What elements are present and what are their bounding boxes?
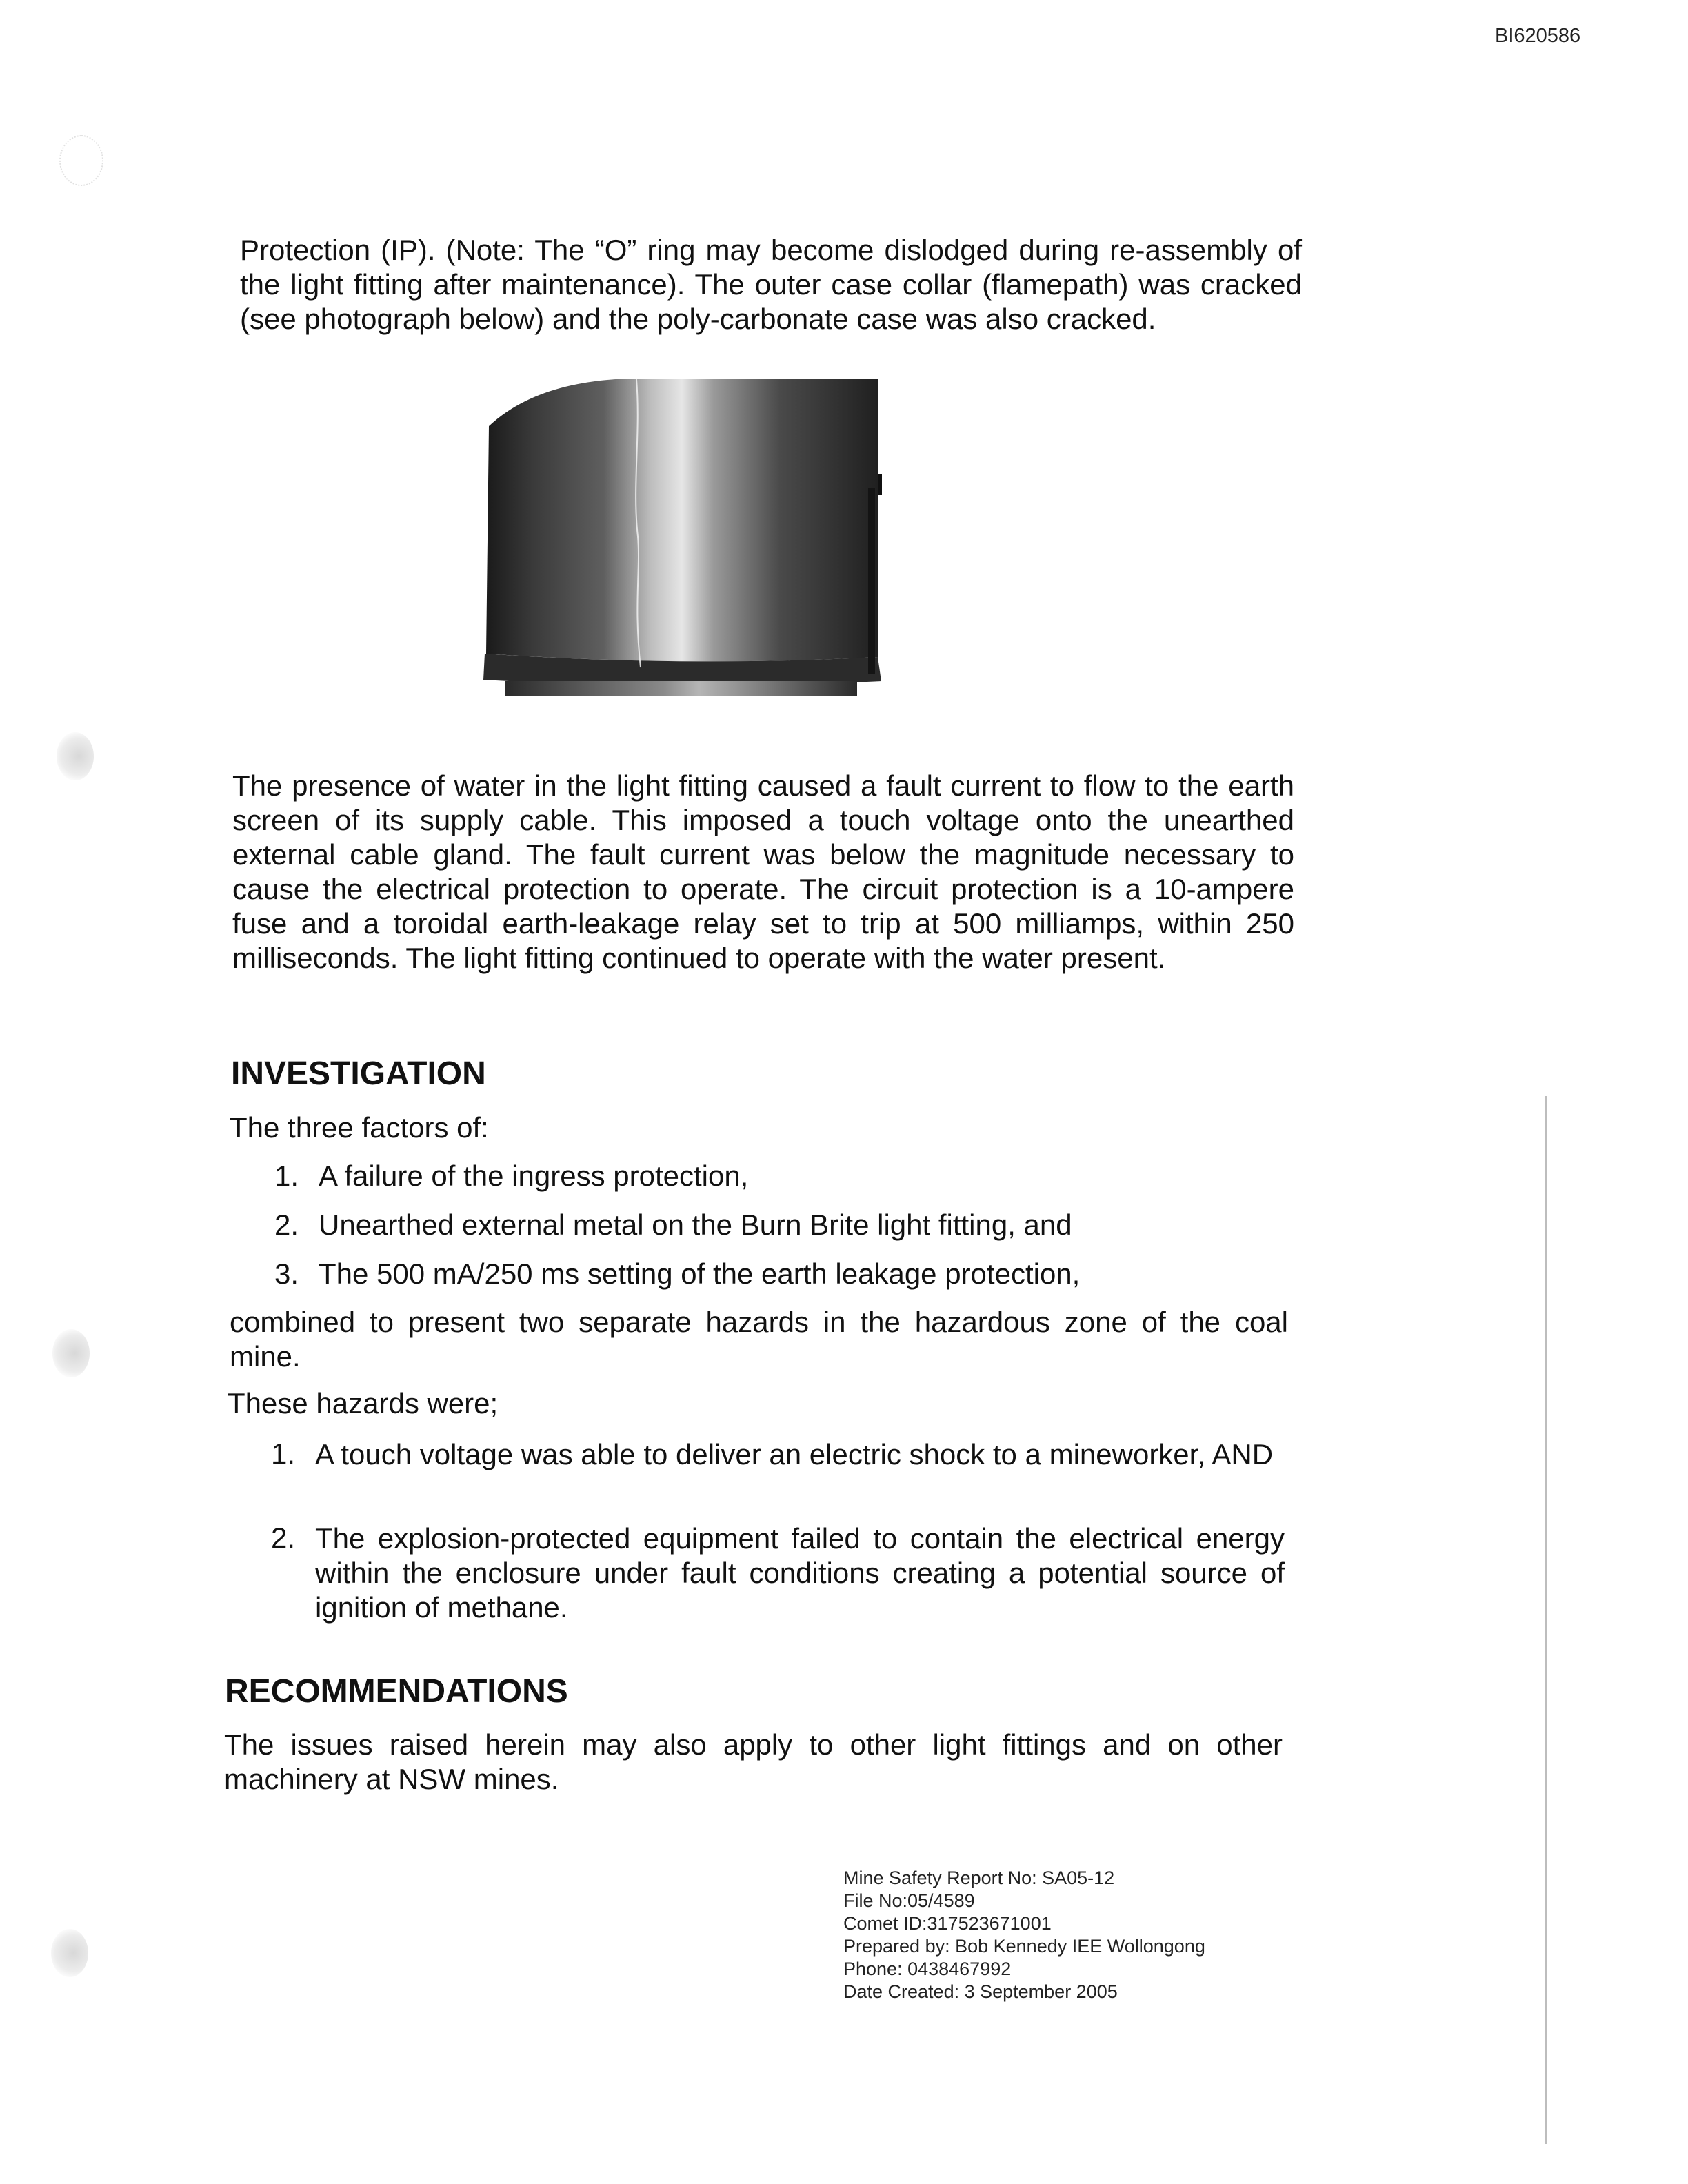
list-text: The explosion-protected equipment failed to contain the electrical energy within the enclosure under fault conditions creating a potential source of ignition of methane.	[315, 1522, 1285, 1624]
list-text: Unearthed external metal on the Burn Brite light fitting, and	[319, 1209, 1072, 1241]
paragraph-recommendations: The issues raised herein may also apply to other light fittings and on other machinery at NSW mines.	[224, 1728, 1283, 1795]
factors-intro: The three factors of:	[230, 1111, 489, 1144]
list-text: The 500 mA/250 ms setting of the earth leakage protection,	[319, 1257, 1081, 1290]
comet-id: Comet ID:317523671001	[843, 1913, 1052, 1934]
list-number: 2.	[271, 1521, 296, 1554]
list-number: 1.	[274, 1160, 299, 1192]
paragraph-combined-hazards: combined to present two separate hazards in the hazardous zone of the coal mine.	[230, 1306, 1288, 1373]
list-text: A touch voltage was able to deliver an electric shock to a mineworker, AND	[315, 1438, 1274, 1470]
paragraph-ingress-protection: Protection (IP). (Note: The “O” ring may become dislodged during re-assembly of the light fitting after maintenance). The outer case collar (flamepath) was cracked (see photograph below) and the poly-carbonate case was also cracked.	[240, 234, 1302, 335]
recommendations-heading: RECOMMENDATIONS	[225, 1673, 568, 1710]
list-number: 3.	[274, 1257, 299, 1290]
punch-hole	[52, 1329, 90, 1377]
scan-smudge	[59, 135, 103, 186]
hazards-intro: These hazards were;	[228, 1387, 499, 1419]
list-number: 2.	[274, 1209, 299, 1241]
punch-hole	[57, 732, 94, 780]
date-created: Date Created: 3 September 2005	[843, 1981, 1118, 2002]
list-text: A failure of the ingress protection,	[319, 1160, 749, 1192]
page-edge-line	[1545, 1096, 1547, 2144]
prepared-by: Prepared by: Bob Kennedy IEE Wollongong	[843, 1936, 1205, 1957]
investigation-heading: INVESTIGATION	[231, 1055, 486, 1092]
file-number: File No:05/4589	[843, 1890, 975, 1911]
report-footer	[843, 1867, 1205, 2003]
report-number: Mine Safety Report No: SA05-12	[843, 1868, 1115, 1888]
list-number: 1.	[271, 1437, 296, 1470]
document-id: BI620586	[1495, 25, 1581, 47]
cracked-collar-photo	[478, 378, 887, 707]
punch-hole	[51, 1929, 88, 1977]
paragraph-water-fault: The presence of water in the light fitting caused a fault current to flow to the earth screen of its supply cable. This imposed a touch voltage onto the unearthed external cable gland. The fault current was below the magnitude necessary to cause the electrical protection to operate. The circuit protection is a 10-ampere fuse and a toroidal earth-leakage relay set to trip at 500 milliamps, within 250 milliseconds. The light fitting continued to operate with the water present.	[232, 769, 1294, 974]
phone: Phone: 0438467992	[843, 1959, 1012, 1979]
